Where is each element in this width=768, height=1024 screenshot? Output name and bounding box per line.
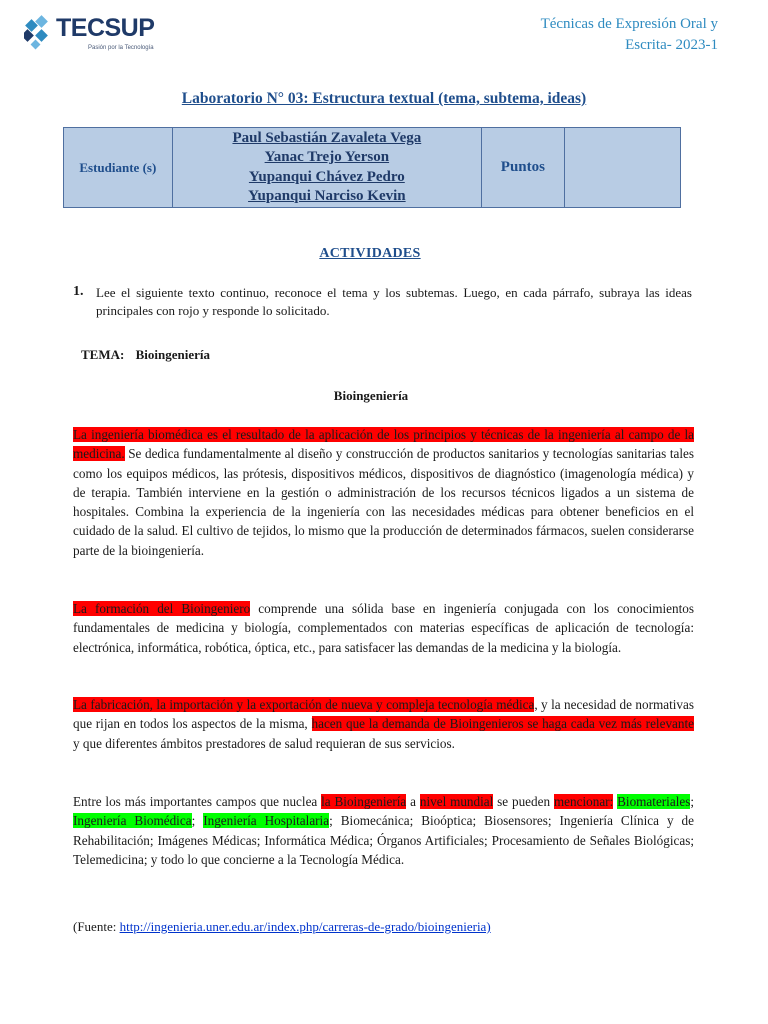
source-link[interactable]: http://ingenieria.uner.edu.ar/index.php/carreras-de-grado/bioingenieria) (119, 919, 491, 934)
instruction-number: 1. (73, 284, 84, 299)
course-header (541, 14, 718, 56)
subtopic-highlight: Biomateriales (617, 794, 691, 809)
subtopic-highlight: Ingeniería Hospitalaria (203, 813, 330, 829)
instruction-text: Lee el siguiente texto continuo, reconoce el tema y los subtemas. Luego, en cada párrafo, subraya las ideas principales con rojo y responde lo solicitado. (96, 285, 692, 318)
students-table (63, 127, 681, 208)
paragraph-text: comprende una sólida base en ingeniería conjugada con los conocimientos fundamentales de medicina y biología, complementados con materias específicas de aplicación de tecnología: electrónica, informática, robótica, óptica, etc., para satisfacer las demandas de la medicina y la biología. (73, 601, 694, 655)
main-idea-highlight: nivel mundial (419, 794, 494, 809)
lab-title: Laboratorio N° 03: Estructura textual (tema, subtema, ideas) (181, 90, 587, 107)
tema-value: Bioingeniería (135, 347, 210, 362)
logo-text: TECSUP (56, 14, 155, 42)
source-line (73, 919, 491, 935)
student-name: Yupanqui Narciso Kevin (248, 188, 406, 204)
tema-line (81, 347, 210, 363)
student-name: Yanac Trejo Yerson (264, 149, 390, 165)
main-idea-highlight: mencionar: (553, 794, 614, 809)
student-name: Paul Sebastián Zavaleta Vega (232, 129, 422, 146)
paragraph-text: y que diferentes ámbitos prestadores de salud requieran de sus servicios. (73, 735, 455, 751)
main-idea-highlight: La ingeniería biomédica es el resultado de la aplicación de los principios y técnicas de la ingeniería al campo de la medicina. (73, 427, 694, 462)
main-idea-highlight: La fabricación, la importación y la exportación de nueva y compleja tecnología médica (73, 697, 535, 712)
main-idea-highlight: la Bioingeniería (321, 794, 407, 809)
paragraph-1 (73, 425, 694, 560)
paragraph-4 (73, 792, 694, 869)
paragraph-text: Se dedica fundamentalmente al diseño y construcción de productos sanitarios y tecnologías sanitarias tales como los equipos médicos, las prótesis, dispositivos médicos, dispositivos de diagnóstico (imagenología médica) y de terapia. También interviene en la gestión o administración de los recursos técnicos ligados a un sistema de hospitales. Combina la experiencia de la ingeniería con las necesidades médicas para obtener beneficios en el cuidado de la salud. El cultivo de tejidos, lo mismo que la producción de determinados fármacos, suelen considerarse parte de la bioingeniería. (73, 446, 694, 558)
activities-title: ACTIVIDADES (319, 246, 421, 261)
subtopic-highlight: Ingeniería Biomédica (73, 813, 192, 829)
points-value[interactable] (564, 128, 680, 208)
students-names (172, 128, 481, 208)
points-label: Puntos (482, 128, 565, 208)
paragraph-text: ; (690, 794, 695, 809)
main-idea-highlight: hacen que la demanda de Bioingenieros se haga cada vez más relevante (311, 716, 695, 732)
course-line-1: Técnicas de Expresión Oral y (540, 16, 718, 32)
paragraph-text: Entre los más importantes campos que nuclea (73, 794, 322, 809)
paragraph-text: se pueden (493, 794, 554, 809)
paragraph-text: a (406, 794, 420, 809)
paragraph-3 (73, 695, 694, 753)
paragraph-text: ; (191, 813, 204, 829)
text-title: Bioingeniería (333, 388, 409, 403)
source-prefix: (Fuente: (73, 919, 120, 934)
paragraph-text: , y la necesidad de normativas que rijan en todos los aspectos de la misma, (73, 697, 694, 732)
tema-label: TEMA: (81, 347, 125, 362)
main-idea-highlight: La formación del Bioingeniero (73, 601, 251, 616)
student-name: Yupanqui Chávez Pedro (248, 168, 405, 185)
logo-tagline: Pasión por la Tecnología (88, 45, 154, 51)
students-label: Estudiante (s) (64, 128, 173, 208)
course-line-2: Escrita- 2023-1 (625, 37, 718, 53)
paragraph-2 (73, 599, 694, 657)
paragraph-text: ; Biomecánica; Bioóptica; Biosensores; Ingeniería Clínica y de Rehabilitación; Imágenes Médicas; Informática Médica; Órganos Artificiales; Procesamiento de Señales Biológicas; Telemedicina; y todo lo que concierne a la Tecnología Médica. (73, 813, 694, 867)
